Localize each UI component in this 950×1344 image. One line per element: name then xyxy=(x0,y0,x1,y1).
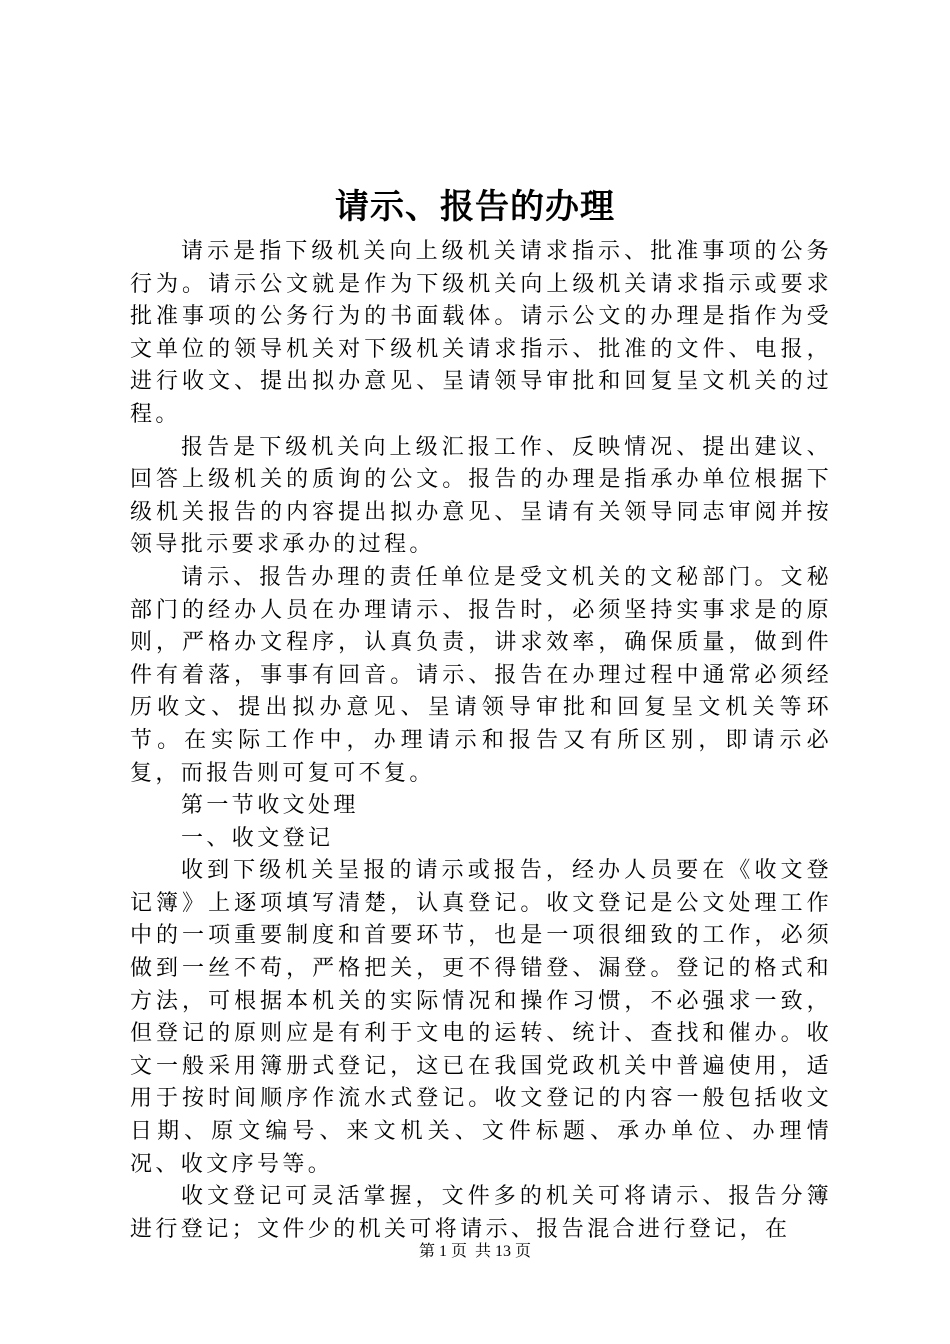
document-title: 请示、报告的办理 xyxy=(335,187,615,227)
paragraph-report-definition: 报告是下级机关向上级汇报工作、反映情况、提出建议、回答上级机关的质询的公文。报告的办理是指承办单位根据下级机关报告的内容提出拟办意见、呈请有关领导同志审阅并按领导批示要求承办的过程。 xyxy=(130,434,832,558)
section-heading: 第一节收文处理 xyxy=(181,793,359,819)
page-number-footer: 第 1 页 共 13 页 xyxy=(418,1243,531,1260)
paragraph-responsibility: 请示、报告办理的责任单位是受文机关的文秘部门。文秘部门的经办人员在办理请示、报告时，必须坚持实事求是的原则，严格办文程序，认真负责，讲求效率，确保质量，做到件件有着落，事事有回音。请示、报告在办理过程中通常必须经历收文、提出拟办意见、呈请领导审批和回复呈文机关等环节。在实际工作中，办理请示和报告又有所区别，即请示必复，而报告则可复可不复。 xyxy=(130,564,832,786)
document-body xyxy=(130,236,832,1246)
paragraph-request-definition: 请示是指下级机关向上级机关请求指示、批准事项的公务行为。请示公文就是作为下级机关向上级机关请求指示或要求批准事项的公务行为的书面载体。请示公文的办理是指作为受文单位的领导机关对下级机关请求指示、批准的文件、电报，进行收文、提出拟办意见、呈请领导审批和回复呈文机关的过程。 xyxy=(130,239,832,427)
paragraph-registration: 收到下级机关呈报的请示或报告，经办人员要在《收文登记簿》上逐项填写清楚，认真登记。收文登记是公文处理工作中的一项重要制度和首要环节，也是一项很细致的工作，必须做到一丝不苟，严格把关，更不得错登、漏登。登记的格式和方法，可根据本机关的实际情况和操作习惯，不必强求一致，但登记的原则应是有利于文电的运转、统计、查找和催办。收文一般采用簿册式登记，这已在我国党政机关中普遍使用，适用于按时间顺序作流水式登记。收文登记的内容一般包括收文日期、原文编号、来文机关、文件标题、承办单位、办理情况、收文序号等。 xyxy=(130,858,832,1177)
paragraph-registration-flexible: 收文登记可灵活掌握，文件多的机关可将请示、报告分簿进行登记；文件少的机关可将请示、报告混合进行登记，在 xyxy=(130,1184,832,1242)
subsection-heading: 一、收文登记 xyxy=(181,825,334,851)
